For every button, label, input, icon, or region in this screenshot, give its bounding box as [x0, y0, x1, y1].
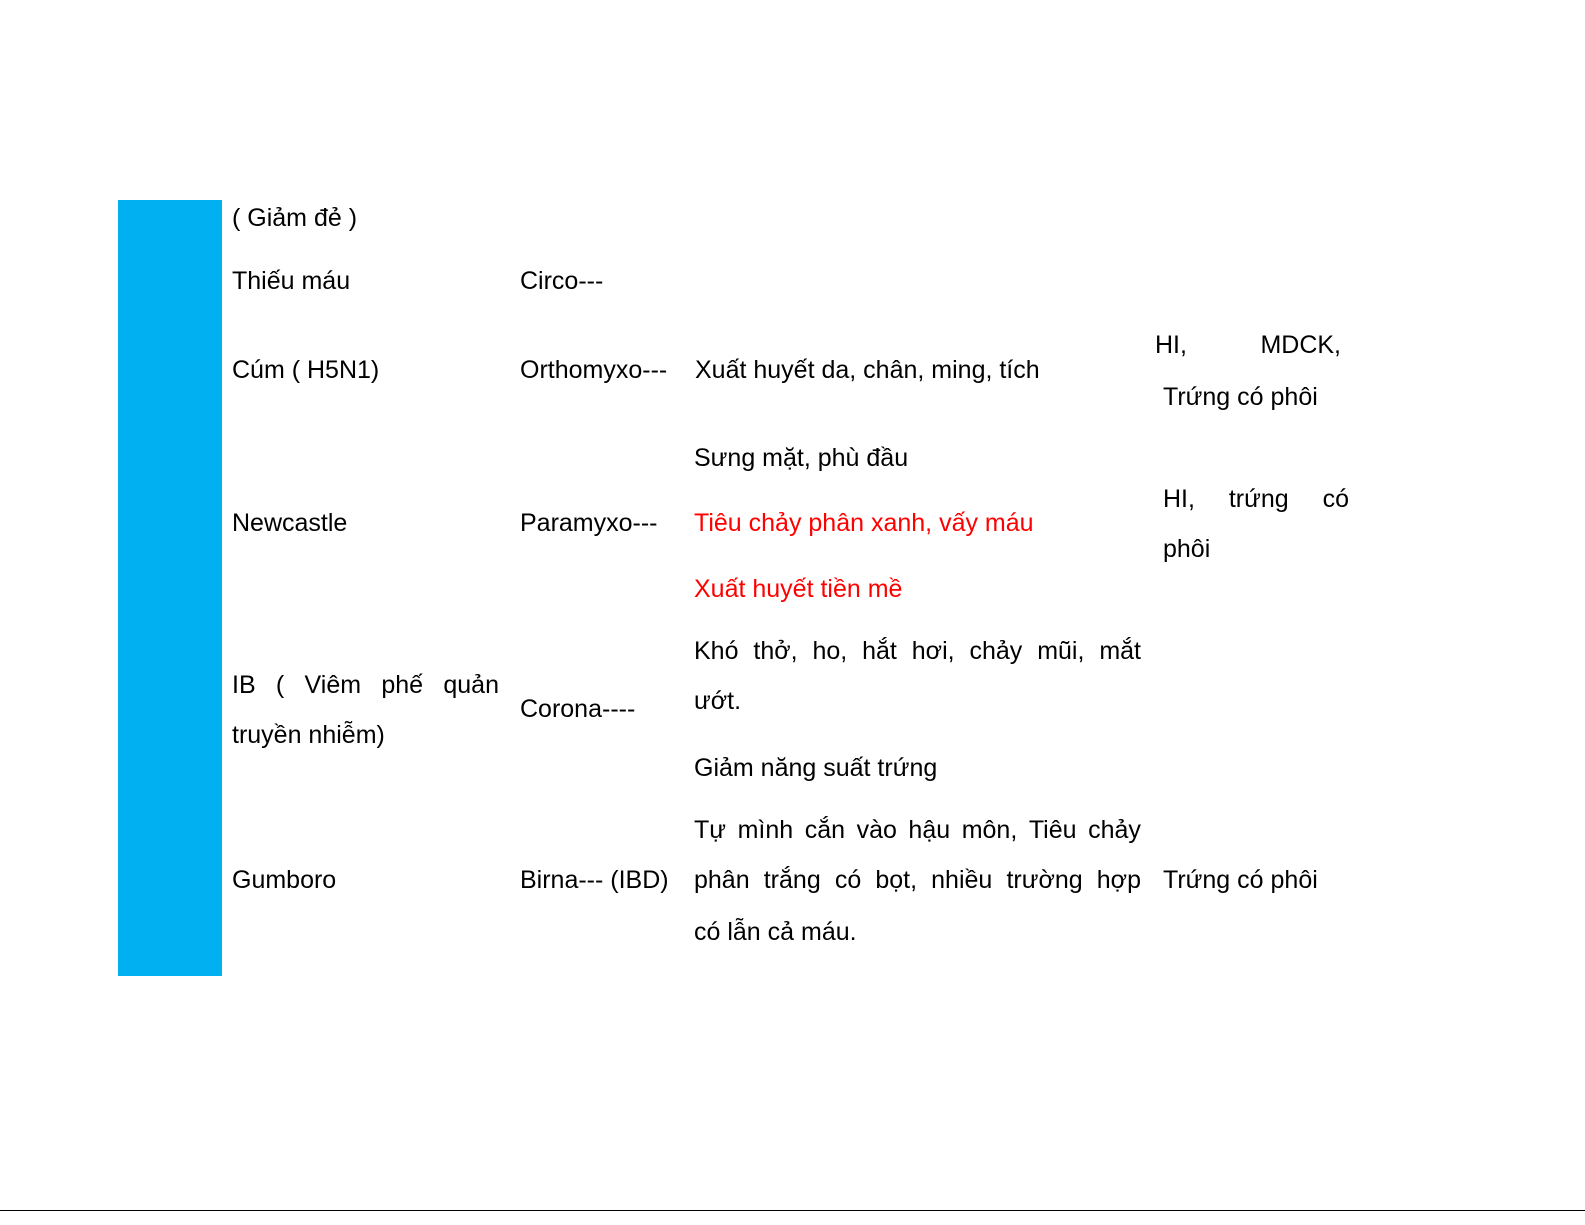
- word: chảy: [969, 637, 1023, 665]
- word: quản: [443, 671, 499, 699]
- word: (: [275, 671, 285, 699]
- word: cắn: [804, 816, 846, 844]
- word: HI,: [1163, 485, 1195, 513]
- word: hơi,: [911, 637, 955, 665]
- disease-ib-line1: [232, 671, 499, 699]
- symptom-ib-1-line2: ướt.: [694, 687, 742, 715]
- virus-orthomyxo: Orthomyxo---: [520, 356, 668, 384]
- diagnosis-cum-line1: [1155, 331, 1341, 359]
- disease-newcastle: Newcastle: [232, 509, 348, 537]
- symptom-newcastle-3: Xuất huyết tiền mề: [694, 575, 903, 603]
- virus-birna: Birna--- (IBD): [520, 866, 669, 894]
- symptom-cum: Xuất huyết da, chân, ming, tích: [695, 356, 1040, 384]
- word: mắt: [1099, 637, 1141, 665]
- disease-ib-line2: truyền nhiễm): [232, 721, 385, 749]
- word: hậu: [908, 816, 951, 844]
- word: MDCK,: [1260, 331, 1341, 359]
- word: mũi,: [1037, 637, 1085, 665]
- word: bọt,: [875, 866, 918, 894]
- disease-giam-de: ( Giảm đẻ ): [232, 204, 358, 232]
- word: Khó: [694, 637, 739, 665]
- word: có: [834, 866, 862, 894]
- disease-cum: Cúm ( H5N1): [232, 356, 380, 384]
- word: trắng: [763, 866, 821, 894]
- disease-thieu-mau: Thiếu máu: [232, 267, 351, 295]
- word: mình: [737, 816, 794, 844]
- word: có: [1322, 485, 1349, 513]
- word: Tiêu: [1028, 816, 1077, 844]
- sidebar-accent-bar: [118, 200, 222, 976]
- word: Tự: [694, 816, 727, 844]
- word: vào: [856, 816, 897, 844]
- diagnosis-newcastle-line2: phôi: [1163, 535, 1211, 563]
- word: trường: [1006, 866, 1083, 894]
- symptom-gumboro-line2: [694, 866, 1141, 894]
- diagnosis-gumboro: Trứng có phôi: [1163, 866, 1318, 894]
- symptom-ib-2: Giảm năng suất trứng: [694, 754, 938, 782]
- word: thở,: [753, 637, 798, 665]
- word: nhiều: [931, 866, 993, 894]
- word: chảy: [1088, 816, 1141, 844]
- bottom-divider: [0, 1210, 1585, 1211]
- word: ho,: [812, 637, 848, 665]
- word: trứng: [1228, 485, 1289, 513]
- diagnosis-cum-line2: Trứng có phôi: [1163, 383, 1318, 411]
- virus-paramyxo: Paramyxo---: [520, 509, 658, 537]
- word: Viêm: [304, 671, 362, 699]
- symptom-gumboro-line1: [694, 816, 1141, 844]
- diagnosis-newcastle-line1: [1163, 485, 1349, 513]
- word: hắt: [862, 637, 897, 665]
- symptom-ib-1-line1: [694, 637, 1141, 665]
- word: môn,: [961, 816, 1018, 844]
- symptom-newcastle-2: Tiêu chảy phân xanh, vấy máu: [694, 509, 1034, 537]
- word: phân: [694, 866, 750, 894]
- virus-circo: Circo---: [520, 267, 604, 295]
- symptom-newcastle-1: Sưng mặt, phù đầu: [694, 444, 909, 472]
- virus-corona: Corona----: [520, 695, 636, 723]
- word: phế: [381, 671, 424, 699]
- disease-gumboro: Gumboro: [232, 866, 337, 894]
- word: hợp: [1096, 866, 1141, 894]
- word: HI,: [1155, 331, 1187, 359]
- word: IB: [232, 671, 256, 699]
- symptom-gumboro-line3: có lẫn cả máu.: [694, 918, 857, 946]
